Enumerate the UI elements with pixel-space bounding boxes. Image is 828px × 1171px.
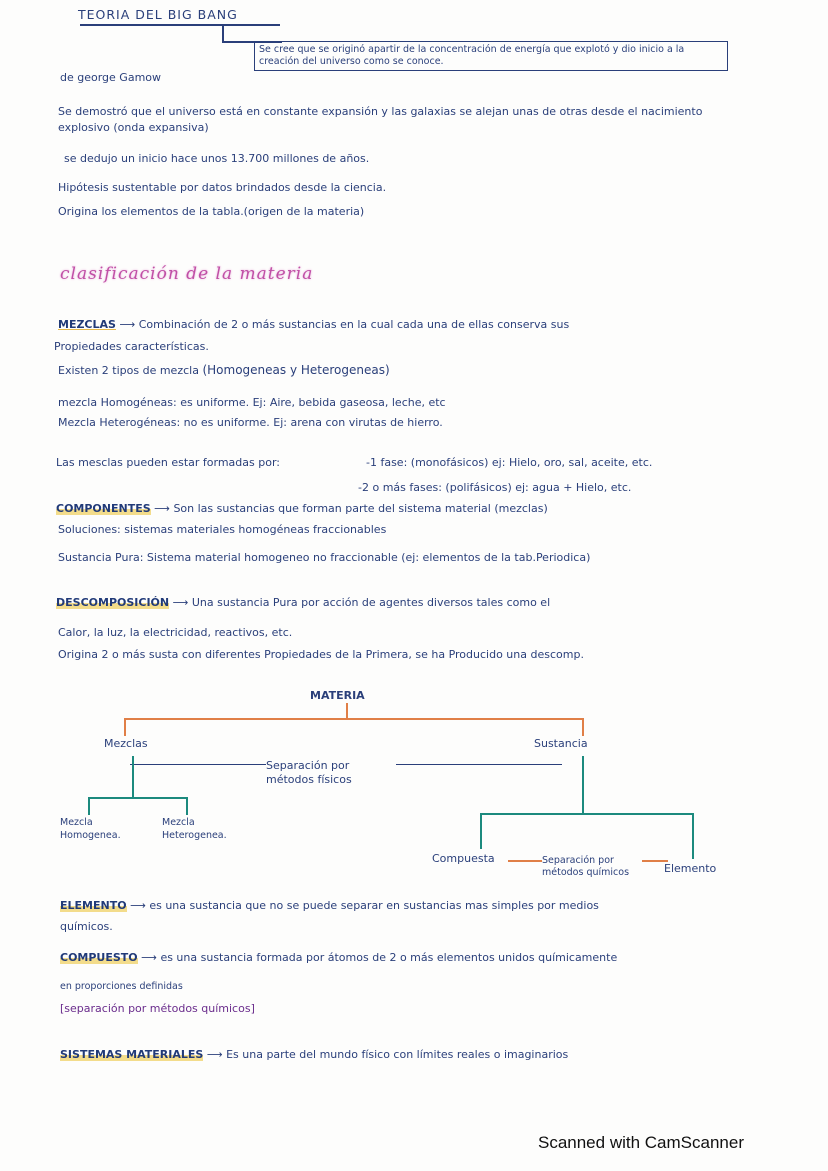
componentes-label: COMPONENTES — [56, 502, 151, 515]
tree-right-drop — [582, 718, 584, 736]
tree-sustancia-stem — [582, 756, 584, 814]
title-underline — [80, 24, 280, 26]
arrow-icon: ⟶ — [206, 1048, 223, 1061]
tree-mezcla-heterogenea: Mezcla Heterogenea. — [162, 817, 227, 841]
phases-intro: Las mesclas pueden estar formadas por: — [56, 456, 280, 469]
tree-left-drop — [124, 718, 126, 736]
tree-sustancia: Sustancia — [534, 737, 588, 750]
elemento-label: ELEMENTO — [60, 899, 127, 912]
mezclas-label: MEZCLAS — [58, 318, 116, 331]
camscanner-watermark: Scanned with CamScanner — [537, 1133, 744, 1152]
mezclas-def-1: Combinación de 2 o más sustancias en la cual cada una de ellas conserva sus — [138, 318, 570, 331]
mezclas-row — [58, 318, 569, 331]
tree-root: MATERIA — [310, 689, 365, 702]
bigbang-point-1: Se demostró que el universo está en constante expansión y las galaxias se alejan unas de otras desde el nacimiento explosivo (onda expansiva) — [58, 105, 703, 134]
descomposicion-label: DESCOMPOSICIÓN — [56, 596, 170, 609]
arrow-icon: ⟶ — [172, 596, 189, 609]
phase-two: -2 o más fases: (polifásicos) ej: agua + Hielo, etc. — [358, 481, 632, 494]
descomposicion-def-2: Calor, la luz, la electricidad, reactivos, etc. — [58, 626, 293, 639]
arrow-icon: ⟶ — [130, 899, 146, 912]
arrow-icon: ⟶ — [154, 502, 170, 515]
tree-elemento-drop — [692, 813, 694, 859]
title-connector — [222, 24, 224, 42]
tree-mezclas-bar — [88, 797, 188, 799]
bigbang-point-4: Origina los elementos de la tabla.(origen de la materia) — [58, 205, 365, 218]
elemento-def-1: es una sustancia que no se puede separar en sustancias mas simples por medios — [149, 899, 599, 912]
bigbang-point-3: Hipótesis sustentable por datos brindados desde la ciencia. — [58, 181, 387, 194]
descomposicion-row — [56, 596, 550, 609]
compuesto-def-1: es una sustancia formada por átomos de 2 o más elementos unidos químicamente — [160, 951, 618, 964]
tree-separacion-quimicos: Separación por métodos químicos — [542, 855, 642, 879]
sistemas-label: SISTEMAS MATERIALES — [60, 1048, 204, 1061]
mezclas-def-2: Propiedades características. — [54, 340, 209, 353]
mezcla-heterogenea: Mezcla Heterogéneas: no es uniforme. Ej: arena con virutas de hierro. — [58, 416, 443, 429]
mezcla-homogenea: mezcla Homogéneas: es uniforme. Ej: Aire, bebida gaseosa, leche, etc — [58, 396, 446, 409]
tree-mezcla-homogenea: Mezcla Homogenea. — [60, 817, 121, 841]
author-text: de george Gamow — [60, 71, 162, 84]
bigbang-point-2: se dedujo un inicio hace unos 13.700 millones de años. — [64, 152, 370, 165]
compuesto-row — [60, 951, 617, 964]
componentes-def: Son las sustancias que forman parte del sistema material (mezclas) — [173, 502, 548, 515]
page-title: TEORIA DEL BIG BANG — [78, 7, 238, 22]
sustancia-pura-text: Sustancia Pura: Sistema material homogeneo no fraccionable (ej: elementos de la tab.Periodica) — [58, 551, 591, 564]
tree-elemento: Elemento — [664, 862, 717, 875]
tree-mezclas: Mezclas — [104, 737, 148, 750]
descomposicion-def-1: Una sustancia Pura por acción de agentes diversos tales como el — [191, 596, 551, 609]
tree-mezclas-stem — [132, 756, 134, 798]
arrow-icon: ⟶ — [119, 318, 136, 331]
section-heading: clasificación de la materia — [60, 264, 314, 284]
soluciones-text: Soluciones: sistemas materiales homogéneas fraccionables — [58, 523, 387, 536]
elemento-def-2: químicos. — [60, 920, 113, 933]
tree-sustancia-bar — [480, 813, 694, 815]
mezclas-types — [58, 364, 390, 377]
compuesto-def-2: en proporciones definidas — [60, 981, 183, 992]
tree-compuesta: Compuesta — [432, 852, 495, 865]
componentes-row — [56, 502, 548, 515]
arrow-icon: ⟶ — [141, 951, 157, 964]
sistemas-row — [60, 1048, 568, 1061]
descomposicion-def-3: Origina 2 o más susta con diferentes Propiedades de la Primera, se ha Producido una descomp. — [58, 648, 584, 661]
tree-heterog-drop — [186, 797, 188, 815]
mezclas-types-paren: (Homogeneas y Heterogeneas) — [202, 363, 390, 377]
tree-root-stem — [346, 703, 348, 719]
compuesto-def-3: [separación por métodos químicos] — [60, 1002, 255, 1015]
tree-homog-drop — [88, 797, 90, 815]
tree-separacion-fisicos: Separación por métodos físicos — [266, 759, 396, 787]
sistemas-def: Es una parte del mundo físico con límites reales o imaginarios — [226, 1048, 569, 1061]
mezclas-types-intro: Existen 2 tipos de mezcla — [58, 364, 199, 377]
tree-root-bar — [124, 718, 584, 720]
bigbang-definition: Se cree que se originó apartir de la concentración de energía que explotó y dio inicio a la creación del universo como se conoce. — [259, 44, 685, 67]
compuesto-label: COMPUESTO — [60, 951, 138, 964]
elemento-row — [60, 899, 599, 912]
phase-one: -1 fase: (monofásicos) ej: Hielo, oro, sal, aceite, etc. — [366, 456, 653, 469]
tree-compuesta-drop — [480, 813, 482, 849]
